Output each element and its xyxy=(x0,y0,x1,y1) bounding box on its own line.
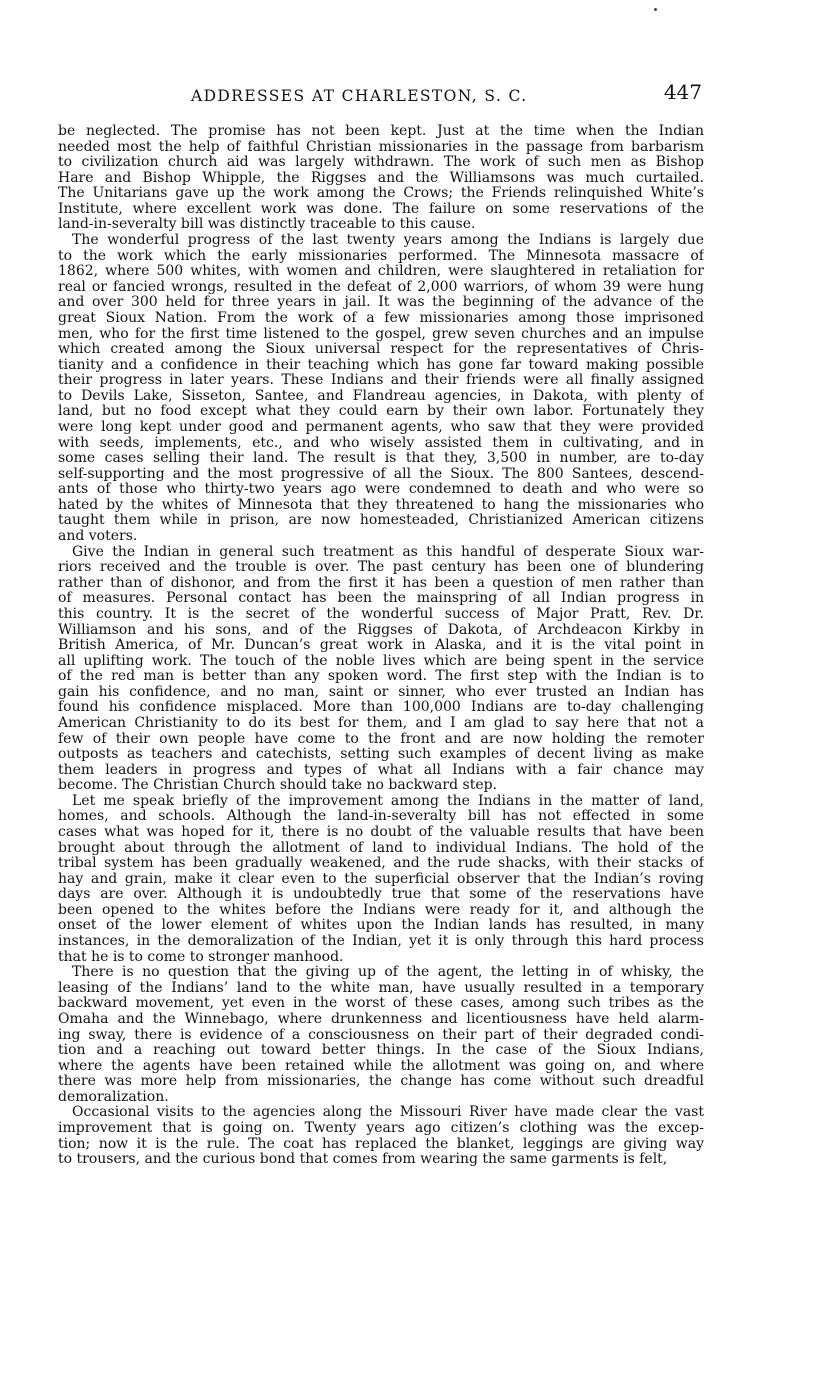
text-line: cases what was hoped for it, there is no doubt of the valuable results that have been xyxy=(58,825,704,841)
text-line: and voters. xyxy=(58,529,138,545)
text-line: them leaders in progress and types of what all Indians with a fair chance may xyxy=(58,762,704,778)
running-head-title: ADDRESSES AT CHARLESTON, S. C. xyxy=(191,87,528,105)
body-text xyxy=(58,124,704,1168)
text-line: there was more help from missionaries, the change has come without such dreadful xyxy=(58,1074,704,1090)
text-line: backward movement, yet even in the worst of these cases, among such tribes as the xyxy=(58,996,704,1012)
text-line: Give the Indian in general such treatment as this handful of desperate Sioux war- xyxy=(72,544,704,560)
text-line: leasing of the Indians’ land to the white man, have usually resulted in a temporary xyxy=(58,980,704,996)
text-line: 1862, where 500 whites, with women and children, were slaughtered in retaliation for xyxy=(58,264,704,280)
text-line: be neglected. The promise has not been kept. Just at the time when the Indian xyxy=(58,124,704,139)
text-line: Institute, where excellent work was done. The failure on some reservations of the xyxy=(58,201,704,217)
text-line: to civilization church aid was largely withdrawn. The work of such men as Bishop xyxy=(58,155,704,171)
text-line: were long kept under good and permanent agents, who saw that they were provided xyxy=(58,419,704,435)
text-line: become. The Christian Church should take no backward step. xyxy=(58,778,498,794)
text-line: all uplifting work. The touch of the noble lives which are being spent in the service xyxy=(58,653,704,669)
paragraph xyxy=(58,794,704,965)
text-line: been opened to the whites before the Indians were ready for it, and although the xyxy=(58,902,704,918)
text-line: Hare and Bishop Whipple, the Riggses and the Williamsons was much curtailed. xyxy=(58,170,704,186)
text-line: ants of those who thirty-two years ago were condemned to death and who were so xyxy=(58,482,704,498)
text-line: Omaha and the Winnebago, where drunkenness and licentiousness have held alarm- xyxy=(58,1011,704,1027)
paragraph xyxy=(58,124,704,233)
text-line: real or fancied wrongs, resulted in the defeat of 2,000 warriors, of whom 39 were hung xyxy=(58,279,704,295)
paragraph xyxy=(58,1105,704,1167)
text-line: There is no question that the giving up of the agent, the letting in of whisky, the xyxy=(72,965,704,981)
text-line: found his confidence misplaced. More than 100,000 Indians are to-day challenging xyxy=(58,700,704,716)
text-line: where the agents have been retained while the allotment was going on, and where xyxy=(58,1058,704,1074)
text-line: British America, of Mr. Duncan’s great work in Alaska, and it is the vital point in xyxy=(58,638,704,654)
text-line: some cases selling their land. The result is that they, 3,500 in number, are to-day xyxy=(58,451,704,467)
book-page xyxy=(58,0,704,1380)
ink-speck xyxy=(654,8,657,11)
text-line: gain his confidence, and no man, saint or sinner, who ever trusted an Indian has xyxy=(58,684,704,700)
running-head xyxy=(58,80,704,112)
text-line: American Christianity to do its best for them, and I am glad to say here that not a xyxy=(58,715,704,731)
text-line: with seeds, implements, etc., and who wisely assisted them in cultivating, and in xyxy=(58,435,704,451)
text-line: days are over. Although it is undoubtedly true that some of the reservations have xyxy=(58,887,704,903)
text-line: The wonderful progress of the last twenty years among the Indians is largely due xyxy=(72,233,704,249)
text-line: to trousers, and the curious bond that comes from wearing the same garments is felt, xyxy=(58,1152,668,1168)
text-line: Let me speak briefly of the improvement among the Indians in the matter of land, xyxy=(72,793,704,809)
text-line: ing sway, there is evidence of a consciousness on their part of their degraded condi- xyxy=(58,1027,704,1043)
text-line: Occasional visits to the agencies along the Missouri River have made clear the vast xyxy=(72,1105,704,1121)
text-line: few of their own people have come to the front and are now holding the remoter xyxy=(58,731,704,747)
text-line: outposts as teachers and catechists, setting such examples of decent living as make xyxy=(58,747,704,763)
text-line: needed most the help of faithful Christian missionaries in the passage from barbarism xyxy=(58,139,704,155)
text-line: taught them while in prison, are now homesteaded, Christianized American citizens xyxy=(58,513,704,529)
text-line: this country. It is the secret of the wonderful success of Major Pratt, Rev. Dr. xyxy=(58,606,704,622)
text-line: tribal system has been gradually weakened, and the rude shacks, with their stacks of xyxy=(58,856,704,872)
text-line: their progress in later years. These Indians and their friends were all finally assigned xyxy=(58,373,704,389)
paragraph xyxy=(58,233,704,545)
text-line: to Devils Lake, Sisseton, Santee, and Flandreau agencies, in Dakota, with plenty of xyxy=(58,388,704,404)
text-line: men, who for the first time listened to the gospel, grew seven churches and an impulse xyxy=(58,326,704,342)
text-line: and over 300 held for three years in jail. It was the beginning of the advance of the xyxy=(58,295,704,311)
text-line: demoralization. xyxy=(58,1089,169,1105)
text-line: land, but no food except what they could earn by their own labor. Fortunately they xyxy=(58,404,704,420)
text-line: of measures. Personal contact has been the mainspring of all Indian progress in xyxy=(58,591,704,607)
paragraph xyxy=(58,965,704,1105)
text-line: of the red man is better than any spoken word. The first step with the Indian is to xyxy=(58,669,704,685)
paragraph xyxy=(58,545,704,794)
text-line: rather than of dishonor, and from the first it has been a question of men rather than xyxy=(58,575,704,591)
text-line: onset of the lower element of whites upon the Indian lands has resulted, in many xyxy=(58,918,704,934)
text-line: The Unitarians gave up the work among the Crows; the Friends relinquished White’s xyxy=(58,186,704,202)
page-number: 447 xyxy=(663,80,702,104)
text-line: improvement that is going on. Twenty years ago citizen’s clothing was the excep- xyxy=(58,1121,704,1136)
text-line: that he is to come to stronger manhood. xyxy=(58,949,344,965)
text-line: to the work which the early missionaries performed. The Minnesota massacre of xyxy=(58,248,704,264)
text-line: great Sioux Nation. From the work of a few missionaries among those imprisoned xyxy=(58,310,704,326)
text-line: which created among the Sioux universal respect for the representatives of Chris- xyxy=(58,342,704,358)
text-line: Williamson and his sons, and of the Riggses of Dakota, of Archdeacon Kirkby in xyxy=(58,622,704,638)
text-line: tion; now it is the rule. The coat has replaced the blanket, leggings are giving way xyxy=(58,1136,704,1152)
text-line: hay and grain, make it clear even to the superficial observer that the Indian’s roving xyxy=(58,871,704,887)
text-line: hated by the whites of Minnesota that they threatened to hang the missionaries who xyxy=(58,497,704,513)
text-line: instances, in the demoralization of the Indian, yet it is only through this hard process xyxy=(58,934,704,950)
text-line: tion and a reaching out toward better things. In the case of the Sioux Indians, xyxy=(58,1043,704,1059)
text-line: brought about through the allotment of land to individual Indians. The hold of the xyxy=(58,840,704,856)
text-line: land-in-severalty bill was distinctly traceable to this cause. xyxy=(58,217,476,233)
text-line: self-supporting and the most progressive of all the Sioux. The 800 Santees, descend- xyxy=(58,466,704,482)
text-line: homes, and schools. Although the land-in-severalty bill has not effected in some xyxy=(58,809,704,825)
text-line: riors received and the trouble is over. The past century has been one of blundering xyxy=(58,560,704,576)
text-line: tianity and a confidence in their teaching which has gone far toward making possible xyxy=(58,357,704,373)
